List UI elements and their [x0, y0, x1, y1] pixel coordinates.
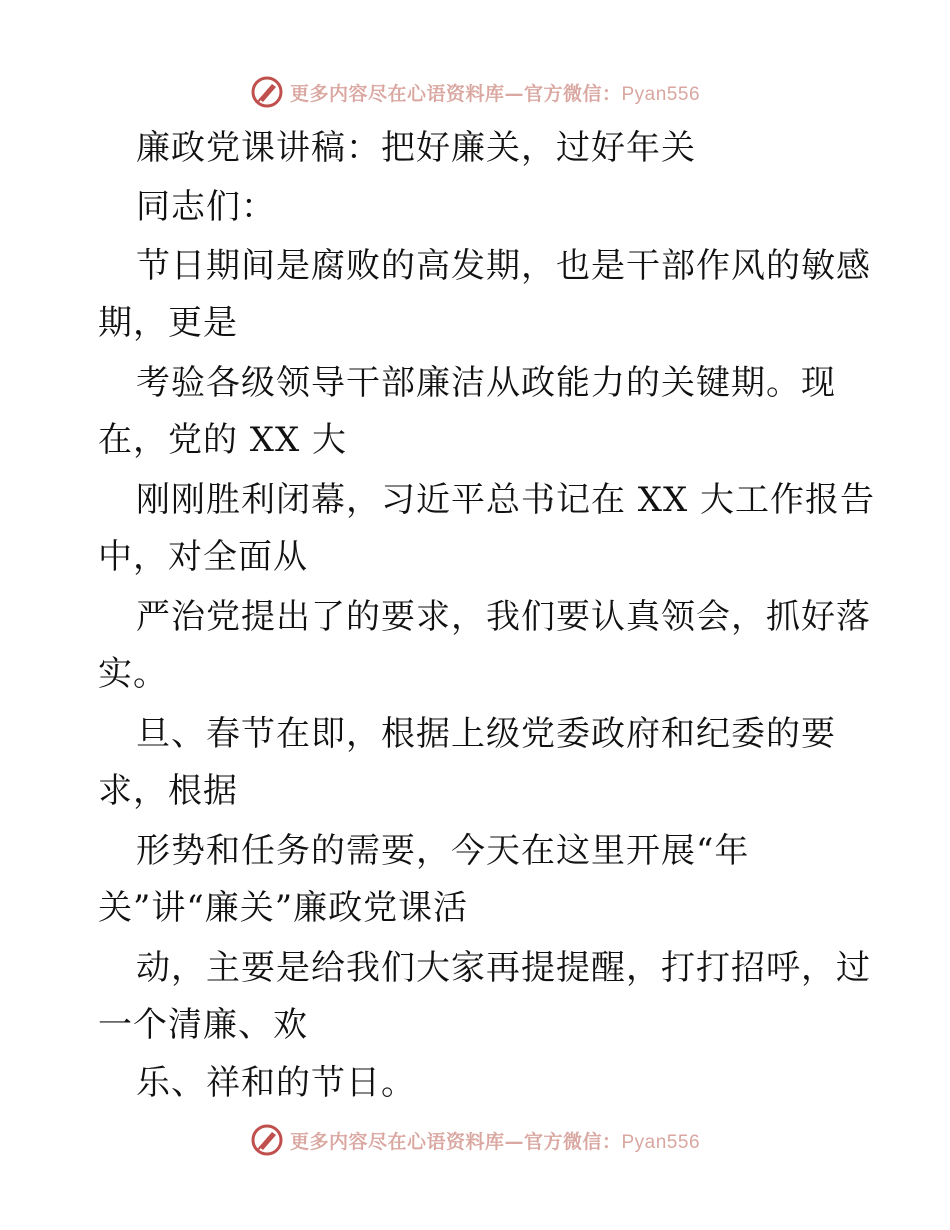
text-line: 考验各级领导干部廉洁从政能力的关键期。现 — [136, 363, 836, 403]
watermark-banner-top — [0, 72, 950, 112]
watermark-text: 更多内容尽在心语资料库—官方微信：Pyan556 — [289, 82, 701, 105]
text-line: 刚刚胜利闭幕，习近平总书记在 XX 大工作报告 — [136, 480, 876, 520]
text-line: 期，更是 — [98, 303, 238, 343]
salutation: 同志们： — [136, 187, 276, 227]
quill-logo-icon — [250, 1123, 284, 1157]
text-line: 在，党的 XX 大 — [98, 420, 348, 460]
text-line: 旦、春节在即，根据上级党委政府和纪委的要 — [136, 714, 836, 754]
quill-logo-icon — [250, 75, 284, 109]
text-line: 严治党提出了的要求，我们要认真领会，抓好落 — [136, 597, 871, 637]
watermark-text: 更多内容尽在心语资料库—官方微信：Pyan556 — [289, 1130, 701, 1153]
text-line: 实。 — [98, 654, 168, 694]
text-line: 形势和任务的需要，今天在这里开展“年 — [136, 831, 750, 871]
document-title: 廉政党课讲稿：把好廉关，过好年关 — [136, 128, 696, 168]
text-line: 中，对全面从 — [98, 537, 308, 577]
text-line: 乐、祥和的节日。 — [136, 1063, 416, 1103]
text-line: 关”讲“廉关”廉政党课活 — [98, 888, 469, 928]
text-line: 节日期间是腐败的高发期，也是干部作风的敏感 — [136, 246, 871, 286]
text-line: 动，主要是给我们大家再提提醒，打打招呼，过 — [136, 948, 871, 988]
watermark-banner-bottom — [0, 1120, 950, 1160]
text-line: 求，根据 — [98, 771, 238, 811]
text-line: 一个清廉、欢 — [98, 1005, 308, 1045]
